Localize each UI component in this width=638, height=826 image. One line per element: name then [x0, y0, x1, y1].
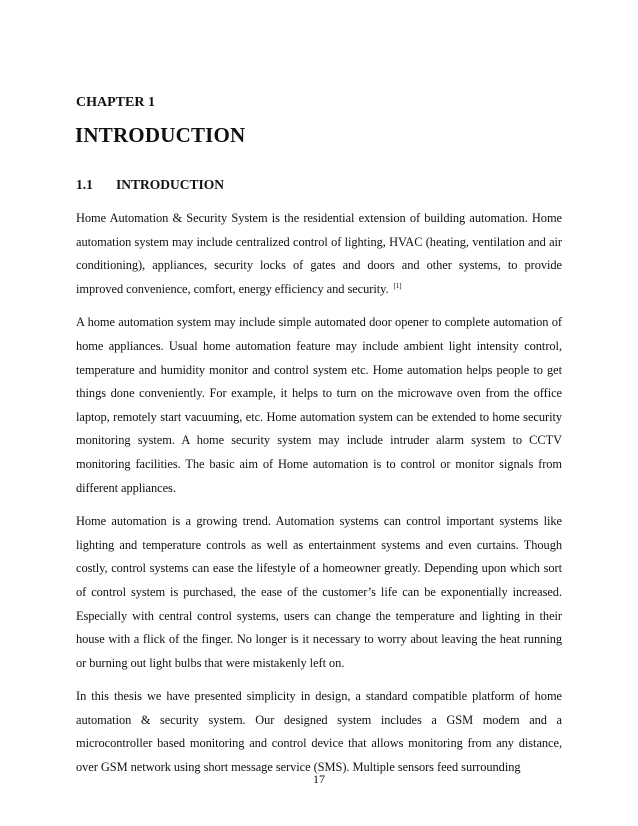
chapter-title: INTRODUCTION	[75, 123, 246, 147]
paragraph-3: Home automation is a growing trend. Automation systems can control important systems like lighting and temperature controls as well as entertainment systems and even curtains. Though costly, control systems can ease the lifestyle of a homeowner greatly. Depending upon which sort of control system is purchased, the ease of the customer’s life can be exponentially increased. Especially with central control systems, users can change the temperature and lighting in their house with a flick of the finger. No longer is it necessary to worry about leaving the heat running or burning out light bulbs that were mistakenly left on.	[76, 514, 562, 670]
paragraph-4: In this thesis we have presented simplicity in design, a standard compatible platform of home automation & security system. Our designed system includes a GSM modem and a microcontroller based monitoring and control device that allows monitoring from any distance, over GSM network using short message service (SMS). Multiple sensors feed surrounding	[76, 689, 562, 775]
chapter-label: CHAPTER 1	[76, 95, 155, 110]
page-number: 17	[313, 772, 325, 786]
citation-marker: [1]	[393, 281, 402, 290]
paragraph-1-text: Home Automation & Security System is the residential extension of building automation. Home automation system may include centralized control of lighting, HVAC (heating, ventilation and air conditioning), appliances, security locks of gates and doors and other systems, to provide improved convenience, comfort, energy efficiency and security.	[76, 211, 562, 296]
paragraph-1	[76, 207, 562, 301]
section-number: 1.1	[76, 177, 93, 192]
body-text	[76, 207, 562, 790]
paragraph-2: A home automation system may include simple automated door opener to complete automation of home appliances. Usual home automation feature may include ambient light intensity control, temperature and humidity monitor and control system etc. Home automation helps people to get things done conveniently. For example, it helps to turn on the microwave oven from the office laptop, remotely start vacuuming, etc. Home automation system can be extended to home security monitoring system. A home security system may include intruder alarm system to CCTV monitoring facilities. The basic aim of Home automation is to control or monitor signals from different appliances.	[76, 315, 562, 495]
section-heading	[76, 177, 224, 193]
section-title: INTRODUCTION	[116, 177, 225, 192]
